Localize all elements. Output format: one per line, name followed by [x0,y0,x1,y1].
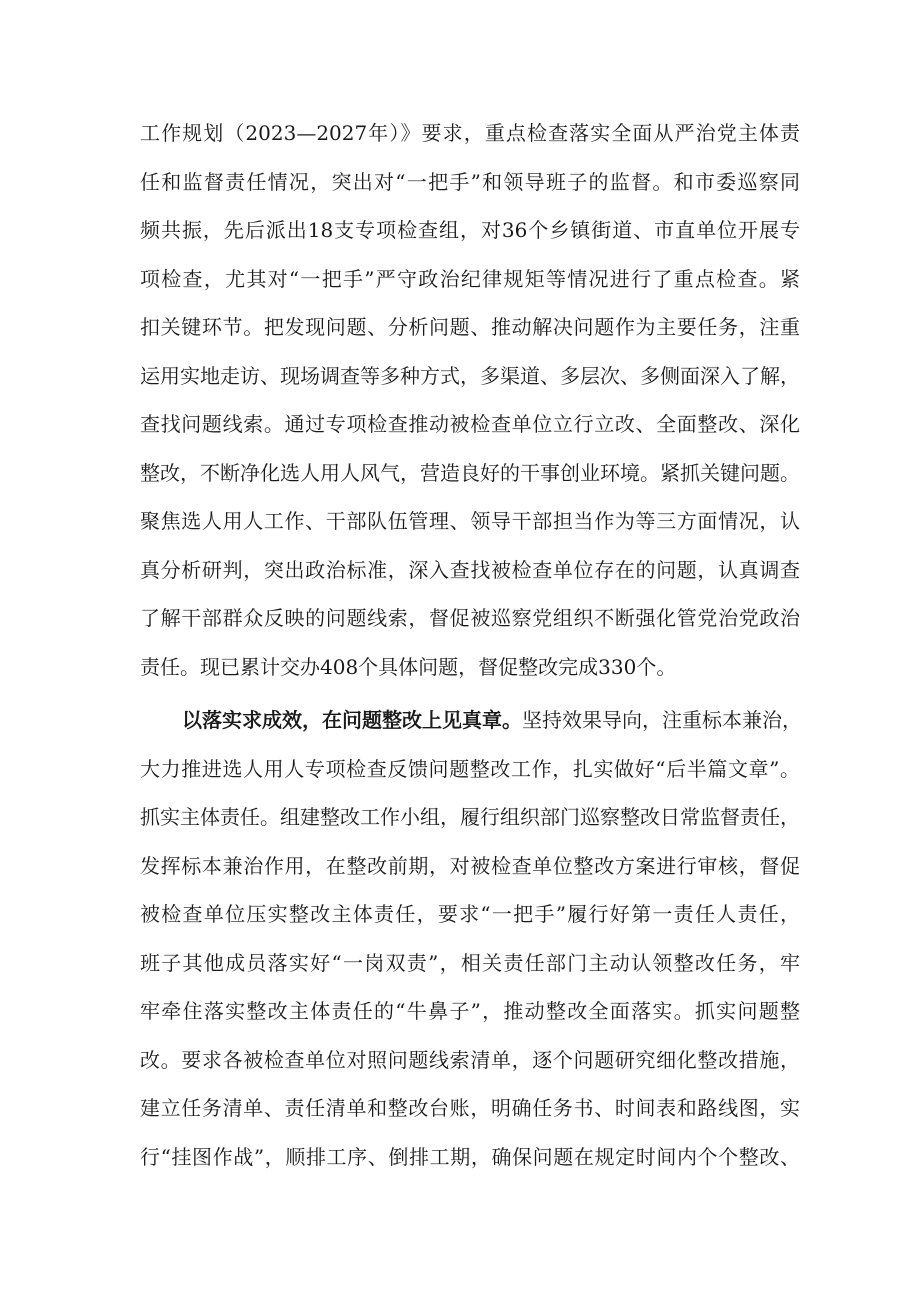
paragraph-2-line-2: 大力推进选人用人专项检查反馈问题整改工作，扎实做好“后半篇文章”。 [140,757,800,781]
paragraph-1-line-7: 查找问题线索。通过专项检查推动被检查单位立行立改、全面整改、深化 [140,412,800,436]
paragraph-2-line-8: 改。要求各被检查单位对照问题线索清单，逐个问题研究细化整改措施， [140,1048,800,1072]
paragraph-1-line-11: 了解干部群众反映的问题线索，督促被巡察党组织不断强化管党治党政治 [140,606,800,630]
paragraph-2-line-1 [182,703,800,737]
paragraph-1-line-3: 频共振，先后派出18支专项检查组，对36个乡镇街道、市直单位开展专 [140,218,800,242]
paragraph-2-line-3: 抓实主体责任。组建整改工作小组，履行组织部门巡察整改日常监督责任， [140,805,800,829]
paragraph-1-line-1: 工作规划（2023—2027年）》要求，重点检查落实全面从严治党主体责 [140,121,800,145]
paragraph-1-line-10: 真分析研判，突出政治标准，深入查找被检查单位存在的问题，认真调查 [140,558,800,582]
paragraph-1-line-2: 任和监督责任情况，突出对“一把手”和领导班子的监督。和市委巡察同 [140,170,800,194]
paragraph-1-line-8: 整改，不断净化选人用人风气，营造良好的干事创业环境。紧抓关键问题。 [140,461,800,485]
paragraph-1-line-4: 项检查，尤其对“一把手”严守政治纪律规矩等情况进行了重点检查。紧 [140,267,800,291]
paragraph-2-line-9: 建立任务清单、责任清单和整改台账，明确任务书、时间表和路线图，实 [140,1096,800,1120]
paragraph-2-line-6: 班子其他成员落实好“一岗双责”，相关责任部门主动认领整改任务，牢 [140,951,800,975]
paragraph-1-line-9: 聚焦选人用人工作、干部队伍管理、领导干部担当作为等三方面情况，认 [140,509,800,533]
paragraph-2-heading: 以落实求成效，在问题整改上见真章。 [182,708,522,732]
paragraph-2-line-10: 行“挂图作战”，顺排工序、倒排工期，确保问题在规定时间内个个整改、 [140,1145,800,1169]
paragraph-1-line-5: 扣关键环节。把发现问题、分析问题、推动解决问题作为主要任务，注重 [140,315,800,339]
paragraph-2-line-5: 被检查单位压实整改主体责任，要求“一把手”履行好第一责任人责任， [140,902,800,926]
paragraph-2-line-1-rest: 坚持效果导向，注重标本兼治， [522,708,802,732]
paragraph-2-line-4: 发挥标本兼治作用，在整改前期，对被检查单位整改方案进行审核，督促 [140,854,800,878]
paragraph-2-line-7: 牢牵住落实整改主体责任的“牛鼻子”，推动整改全面落实。抓实问题整 [140,999,800,1023]
paragraph-1-line-12: 责任。现已累计交办408个具体问题，督促整改完成330个。 [140,655,677,679]
paragraph-1-line-6: 运用实地走访、现场调查等多种方式，多渠道、多层次、多侧面深入了解， [140,364,800,388]
